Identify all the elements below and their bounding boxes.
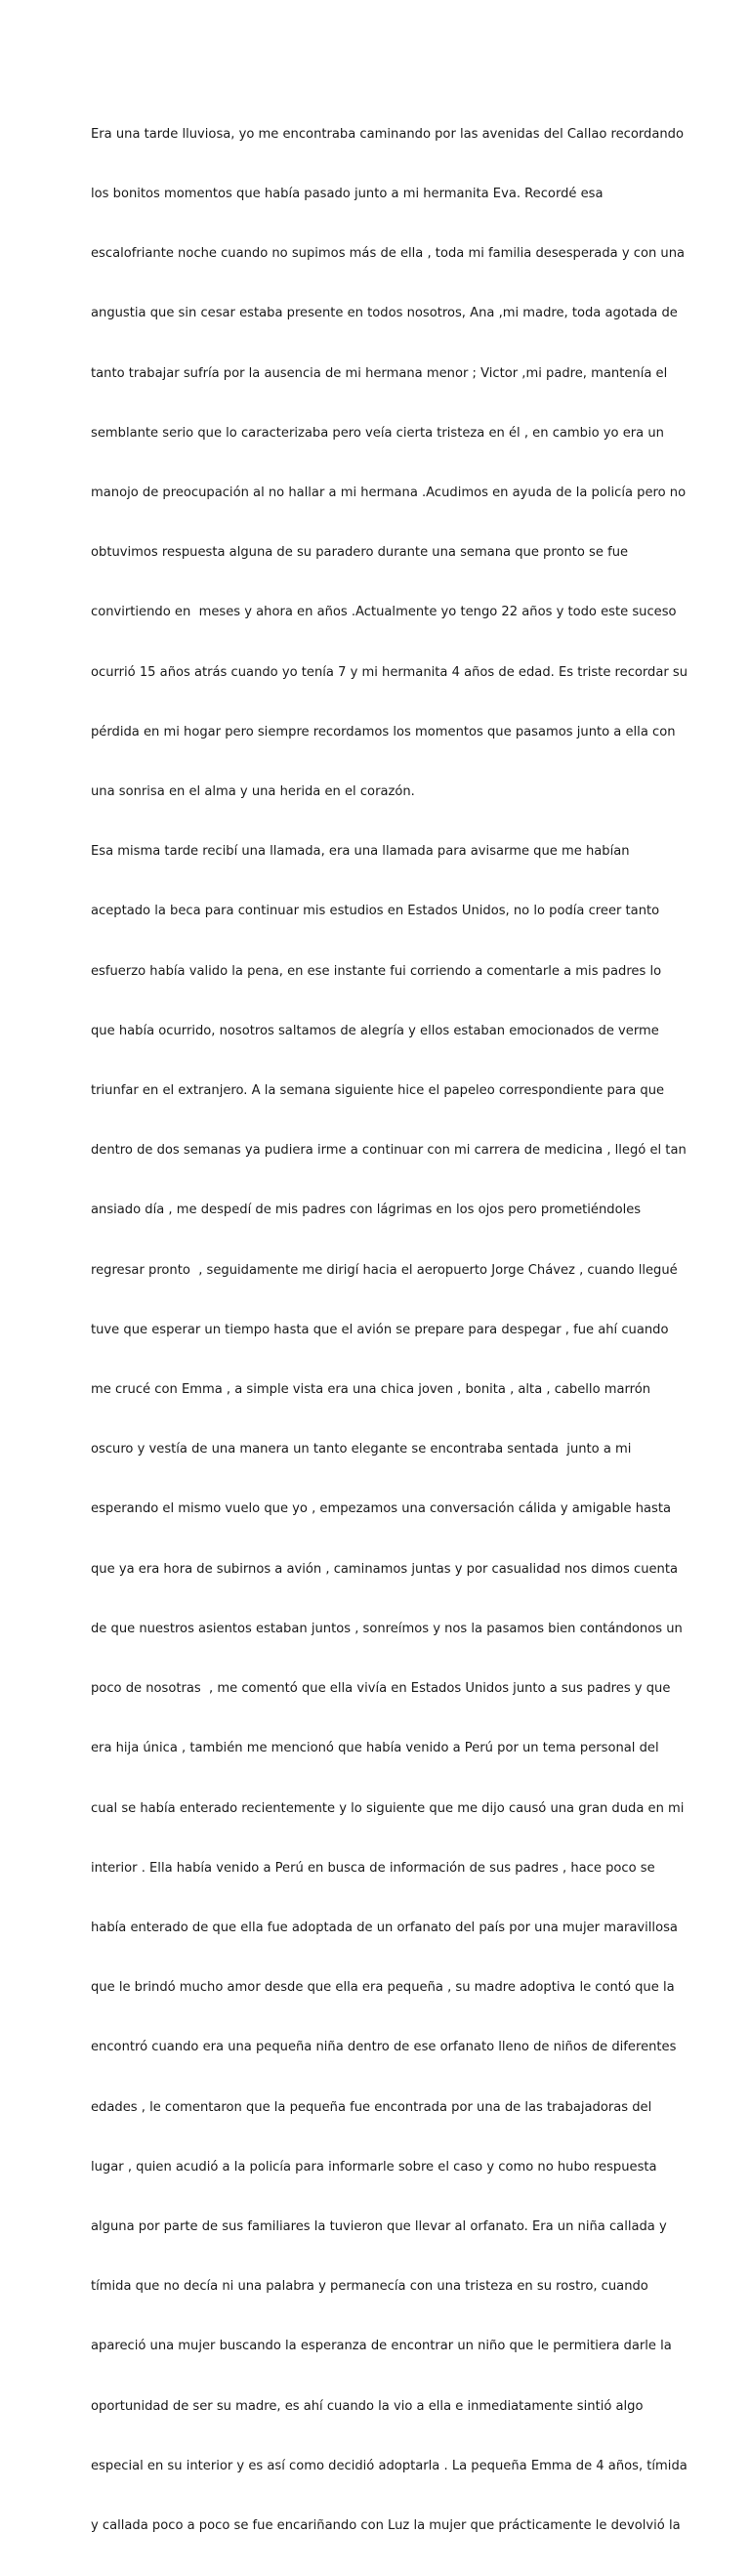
text-line: regresar pronto , seguidamente me dirigí hacia el aeropuerto Jorge Chávez , cuando llegué: [91, 1262, 678, 1278]
text-line: especial en su interior y es así como decidió adoptarla . La pequeña Emma de 4 años, tímida: [91, 2458, 688, 2473]
document-text: [91, 85, 688, 2576]
text-line: edades , le comentaron que la pequeña fue encontrada por una de las trabajadoras del: [91, 2099, 652, 2115]
text-line: me crucé con Emma , a simple vista era una chica joven , bonita , alta , cabello marrón: [91, 1382, 651, 1398]
text-line: apareció una mujer buscando la esperanza de encontrar un niño que le permitiera darle la: [91, 2339, 672, 2354]
text-line: angustia que sin cesar estaba presente en todos nosotros, Ana ,mi madre, toda agotada de: [91, 306, 678, 321]
text-line: lugar , quien acudió a la policía para informarle sobre el caso y como no hubo respuesta: [91, 2159, 657, 2175]
text-line: y callada poco a poco se fue encariñando con Luz la mujer que prácticamente le devolvió la: [91, 2517, 681, 2533]
text-line: había enterado de que ella fue adoptada de un orfanato del país por una mujer maravillosa: [91, 1920, 678, 1935]
text-line: Esa misma tarde recibí una llamada, era una llamada para avisarme que me habían: [91, 844, 630, 860]
text-line: alguna por parte de sus familiares la tuvieron que llevar al orfanato. Era un niña callada y: [91, 2218, 667, 2234]
text-line: esfuerzo había valido la pena, en ese instante fui corriendo a comentarle a mis padres lo: [91, 963, 662, 979]
text-line: ocurrió 15 años atrás cuando yo tenía 7 y mi hermanita 4 años de edad. Es triste recordar su: [91, 664, 688, 680]
text-line: pérdida en mi hogar pero siempre recordamos los momentos que pasamos junto a ella con: [91, 724, 676, 739]
text-line: escalofriante noche cuando no supimos más de ella , toda mi familia desesperada y con una: [91, 246, 686, 262]
text-line: obtuvimos respuesta alguna de su paradero durante una semana que pronto se fue: [91, 545, 629, 561]
text-line: tímida que no decía ni una palabra y permanecía con una tristeza en su rostro, cuando: [91, 2279, 648, 2295]
text-line: una sonrisa en el alma y una herida en el corazón.: [91, 784, 415, 800]
text-line: oportunidad de ser su madre, es ahí cuando la vio a ella e inmediatamente sintió algo: [91, 2398, 644, 2414]
text-line: poco de nosotras , me comentó que ella vivía en Estados Unidos junto a sus padres y que: [91, 1681, 671, 1697]
text-line: esperando el mismo vuelo que yo , empezamos una conversación cálida y amigable hasta: [91, 1501, 672, 1517]
text-line: aceptado la beca para continuar mis estudios en Estados Unidos, no lo podía creer tanto: [91, 904, 660, 919]
text-line: que le brindó mucho amor desde que ella era pequeña , su madre adoptiva le contó que la: [91, 1980, 675, 1996]
text-line: convirtiendo en meses y ahora en años .Actualmente yo tengo 22 años y todo este suceso: [91, 605, 677, 620]
text-line: que ya era hora de subirnos a avión , caminamos juntas y por casualidad nos dimos cuenta: [91, 1561, 679, 1577]
text-line: dentro de dos semanas ya pudiera irme a continuar con mi carrera de medicina , llegó el tan: [91, 1143, 687, 1159]
text-line: manojo de preocupación al no hallar a mi hermana .Acudimos en ayuda de la policía pero no: [91, 486, 687, 501]
text-line: interior . Ella había venido a Perú en busca de información de sus padres , hace poco se: [91, 1860, 655, 1876]
text-line: ansiado día , me despedí de mis padres con lágrimas en los ojos pero prometiéndoles: [91, 1203, 642, 1218]
text-line: triunfar en el extranjero. A la semana siguiente hice el papeleo correspondiente para que: [91, 1083, 665, 1099]
text-line: Era una tarde lluviosa, yo me encontraba caminando por las avenidas del Callao recordando: [91, 126, 684, 142]
text-line: que había ocurrido, nosotros saltamos de alegría y ellos estaban emocionados de verme: [91, 1023, 659, 1038]
text-line: tanto trabajar sufría por la ausencia de mi hermana menor ; Victor ,mi padre, mantenía el: [91, 365, 668, 381]
text-line: semblante serio que lo caracterizaba pero veía cierta tristeza en él , en cambio yo era un: [91, 425, 664, 441]
text-line: tuve que esperar un tiempo hasta que el avión se prepare para despegar , fue ahí cuando: [91, 1322, 669, 1337]
text-line: los bonitos momentos que había pasado junto a mi hermanita Eva. Recordé esa: [91, 187, 604, 202]
text-line: era hija única , también me mencionó que había venido a Perú por un tema personal del: [91, 1741, 659, 1756]
text-line: cual se había enterado recientemente y lo siguiente que me dijo causó una gran duda en mi: [91, 1800, 685, 1816]
text-line: oscuro y vestía de una manera un tanto elegante se encontraba sentada junto a mi: [91, 1442, 632, 1457]
text-line: de que nuestros asientos estaban juntos , sonreímos y nos la pasamos bien contándonos un: [91, 1621, 683, 1636]
text-line: encontró cuando era una pequeña niña dentro de ese orfanato lleno de niños de diferentes: [91, 2040, 677, 2055]
